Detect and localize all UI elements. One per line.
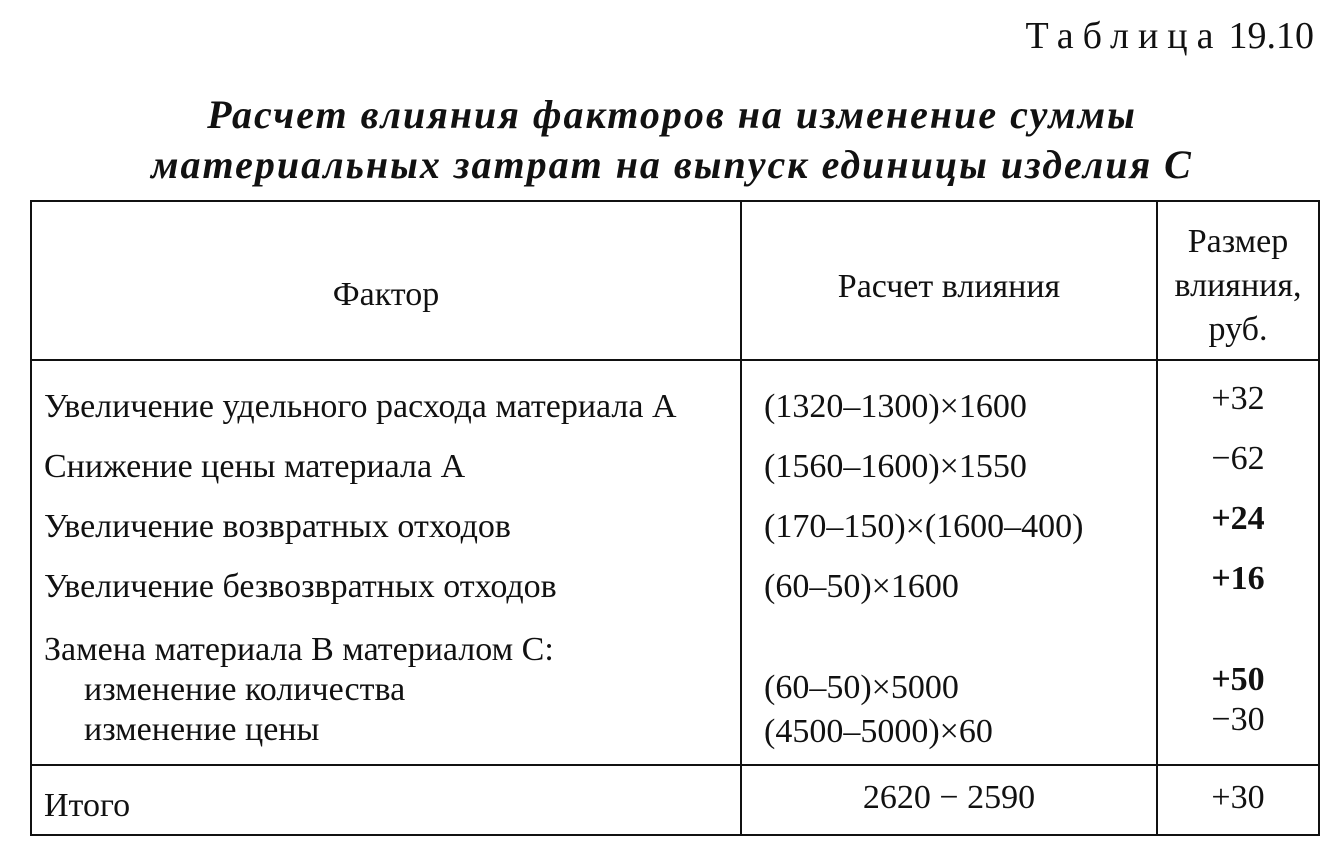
title-line-2: материальных затрат на выпуск единицы изделия С xyxy=(151,142,1193,187)
factor-influence-table xyxy=(30,200,1320,836)
row-1-factor: Увеличение удельного расхода материала А xyxy=(44,388,677,425)
row-2-value: −62 xyxy=(1211,440,1265,477)
row-2-calc: (1560–1600)×1550 xyxy=(764,448,1027,485)
replacement-price-factor: изменение цены xyxy=(84,711,320,748)
replacement-price-value: −30 xyxy=(1211,701,1265,738)
table-number-label xyxy=(1025,14,1314,58)
row-4-calc: (60–50)×1600 xyxy=(764,568,959,605)
replacement-quantity-value: +50 xyxy=(1211,661,1265,698)
replacement-price-calc: (4500–5000)×60 xyxy=(764,713,993,750)
table-title xyxy=(0,90,1344,190)
row-1-value: +32 xyxy=(1211,380,1265,417)
header-size-line-1: Размер xyxy=(1187,223,1289,260)
row-2-factor: Снижение цены материала А xyxy=(44,448,466,485)
header-factor: Фактор xyxy=(332,276,440,313)
replacement-quantity-calc: (60–50)×5000 xyxy=(764,669,959,706)
row-4-value: +16 xyxy=(1211,560,1265,597)
header-size-line-2: влияния, xyxy=(1174,267,1302,304)
total-divider xyxy=(32,764,1318,766)
row-3-factor: Увеличение возвратных отходов xyxy=(44,508,511,545)
title-line-1: Расчет влияния факторов на изменение суммы xyxy=(207,92,1137,137)
row-3-calc: (170–150)×(1600–400) xyxy=(764,508,1084,545)
header-size-line-3: руб. xyxy=(1208,311,1268,348)
replacement-header: Замена материала В материалом С: xyxy=(44,631,554,668)
table-number: 19.10 xyxy=(1228,15,1314,57)
total-value: +30 xyxy=(1211,779,1265,816)
table-label-word: Таблица xyxy=(1025,15,1223,57)
row-1-calc: (1320–1300)×1600 xyxy=(764,388,1027,425)
row-3-value: +24 xyxy=(1211,500,1265,537)
replacement-quantity-factor: изменение количества xyxy=(84,671,406,708)
header-calculation: Расчет влияния xyxy=(837,268,1061,305)
total-calc: 2620 − 2590 xyxy=(862,779,1036,816)
row-4-factor: Увеличение безвозвратных отходов xyxy=(44,568,557,605)
header-divider xyxy=(32,359,1318,361)
total-label: Итого xyxy=(44,787,131,824)
